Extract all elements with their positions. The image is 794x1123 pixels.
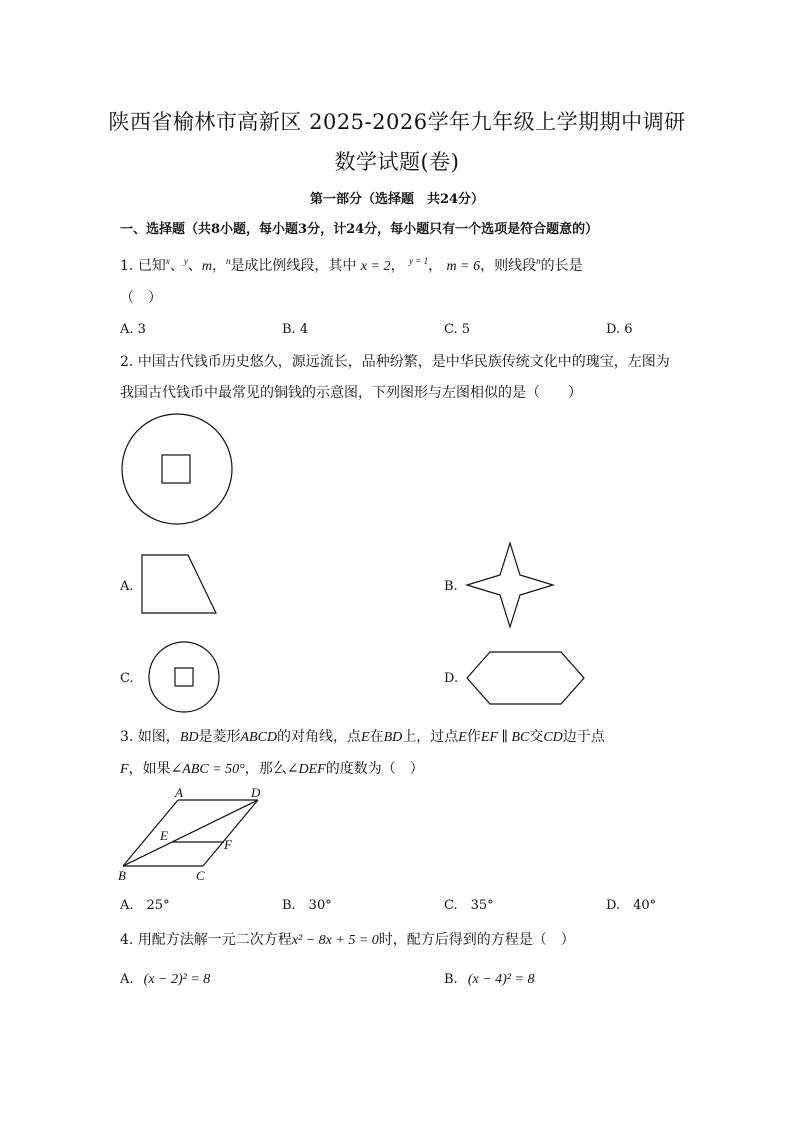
label-e: E bbox=[160, 828, 168, 843]
var-m: m bbox=[201, 259, 212, 274]
label-a: A bbox=[175, 785, 183, 800]
small-coin-square bbox=[175, 668, 193, 686]
q3-math: ABCD bbox=[240, 730, 278, 745]
q1-text: 的长是 bbox=[540, 258, 583, 274]
exam-title-line2: 数学试题(卷) bbox=[334, 150, 460, 174]
rhombus-side-dc bbox=[203, 800, 258, 866]
q3-text: 上，过点 bbox=[402, 729, 459, 745]
label-f: F bbox=[224, 837, 232, 852]
label-d: D bbox=[251, 785, 261, 800]
question-number: 1. bbox=[120, 258, 134, 274]
q3-text: 是菱形 bbox=[198, 729, 241, 745]
q3-math: ∠DEF bbox=[286, 762, 326, 777]
q3-math: E bbox=[458, 730, 467, 745]
q3-text: 交 bbox=[529, 729, 544, 745]
q3-option-d[interactable]: D. 40° bbox=[606, 898, 657, 913]
q1-sep: ， bbox=[390, 258, 405, 274]
question-3-stem-line2 bbox=[120, 759, 424, 780]
q3-option-c[interactable]: C. 35° bbox=[444, 898, 494, 913]
q3-option-b[interactable]: B. 30° bbox=[282, 898, 332, 913]
q3-math: F bbox=[120, 762, 129, 777]
question-2-stem-line2: 我国古代钱币中最常见的铜钱的示意图，下列图形与左图相似的是（ ） bbox=[120, 385, 582, 401]
q3-text: 作 bbox=[466, 729, 481, 745]
q3-math: CD bbox=[543, 730, 563, 745]
q1-option-a[interactable]: A. 3 bbox=[120, 322, 146, 337]
question-number: 4. bbox=[120, 932, 134, 948]
q3-text: 边于点 bbox=[562, 729, 605, 745]
q3-text: 的对角线，点 bbox=[277, 729, 362, 745]
var-x: x bbox=[165, 256, 170, 266]
var-y: y bbox=[183, 256, 188, 266]
q4-equation: x² − 8x + 5 = 0 bbox=[291, 933, 379, 948]
q3-math: E bbox=[361, 730, 370, 745]
q4-text: 时，配方后得到的方程是（ ） bbox=[378, 932, 575, 948]
small-coin-circle[interactable] bbox=[149, 642, 219, 712]
coin-outer-circle bbox=[122, 414, 232, 524]
q3-text: ，那么 bbox=[244, 761, 287, 777]
q2-option-b-label[interactable]: B. bbox=[444, 579, 458, 594]
trapezoid-shape[interactable] bbox=[142, 555, 216, 613]
hexagon-shape[interactable] bbox=[467, 652, 584, 704]
q3-option-a[interactable]: A. 25° bbox=[120, 898, 170, 913]
q1-option-b[interactable]: B. 4 bbox=[282, 322, 309, 337]
q3-text: ，如果 bbox=[128, 761, 171, 777]
q2-option-a-label[interactable]: A. bbox=[120, 579, 134, 594]
section-one-title: 一、选择题（共8小题，每小题3分，计24分，每小题只有一个选项是符合题意的） bbox=[120, 222, 599, 237]
answer-paren: （ ） bbox=[120, 290, 162, 306]
q1-sep: ， bbox=[211, 258, 226, 274]
q4-text: 用配方法解一元二次方程 bbox=[137, 932, 292, 948]
q1-text: 已知 bbox=[137, 258, 166, 274]
coin-square-hole bbox=[162, 455, 190, 483]
question-number: 3. bbox=[120, 729, 134, 745]
question-number: 2. bbox=[120, 354, 134, 370]
question-4-stem bbox=[120, 930, 575, 951]
given-m: m = 6 bbox=[446, 259, 481, 274]
option-a-equation: (x − 2)² = 8 bbox=[143, 972, 211, 987]
q2-option-d-label[interactable]: D. bbox=[444, 671, 459, 686]
q3-text: 的度数为（ ） bbox=[325, 761, 424, 777]
var-n: n bbox=[225, 256, 231, 266]
q1-sep: ， bbox=[428, 258, 443, 274]
q2-text: 中国古代钱币历史悠久，源远流长，品种纷繁，是中华民族传统文化中的瑰宝，左图为 bbox=[137, 354, 670, 370]
given-x: x = 2 bbox=[360, 259, 391, 274]
q3-math: BD bbox=[383, 730, 403, 745]
q3-math: ∠ABC = 50° bbox=[170, 762, 245, 777]
four-point-star-shape[interactable] bbox=[467, 543, 553, 627]
label-b: B bbox=[118, 868, 126, 883]
q1-sep: 、 bbox=[169, 258, 184, 274]
q1-text: 是成比例线段，其中 bbox=[230, 258, 357, 274]
q2-option-c-label[interactable]: C. bbox=[120, 671, 134, 686]
q3-math: BD bbox=[179, 730, 199, 745]
exam-title-line1: 陕西省榆林市高新区 2025-2026学年九年级上学期期中调研 bbox=[108, 110, 686, 134]
var-n: n bbox=[536, 256, 541, 266]
q1-option-c[interactable]: C. 5 bbox=[444, 322, 471, 337]
q1-sep: 、 bbox=[187, 258, 202, 274]
option-label: A. bbox=[120, 972, 134, 987]
part-one-title: 第一部分（选择题 共24分） bbox=[309, 192, 485, 207]
question-3-stem-line1 bbox=[120, 727, 605, 748]
q4-option-b[interactable] bbox=[444, 972, 534, 988]
q3-text: 如图， bbox=[137, 729, 180, 745]
q3-math: EF ∥ BC bbox=[480, 730, 530, 745]
q1-option-d[interactable]: D. 6 bbox=[606, 322, 633, 337]
diagonal-bd bbox=[123, 800, 258, 866]
q4-option-a[interactable] bbox=[120, 972, 210, 988]
label-c: C bbox=[196, 868, 205, 883]
given-y: y = 1 bbox=[409, 256, 429, 266]
rhombus-side-ba bbox=[123, 800, 178, 866]
q3-text: 在 bbox=[369, 729, 384, 745]
q1-text: ，则线段 bbox=[480, 258, 537, 274]
option-label: B. bbox=[444, 972, 458, 987]
option-b-equation: (x − 4)² = 8 bbox=[467, 972, 535, 987]
